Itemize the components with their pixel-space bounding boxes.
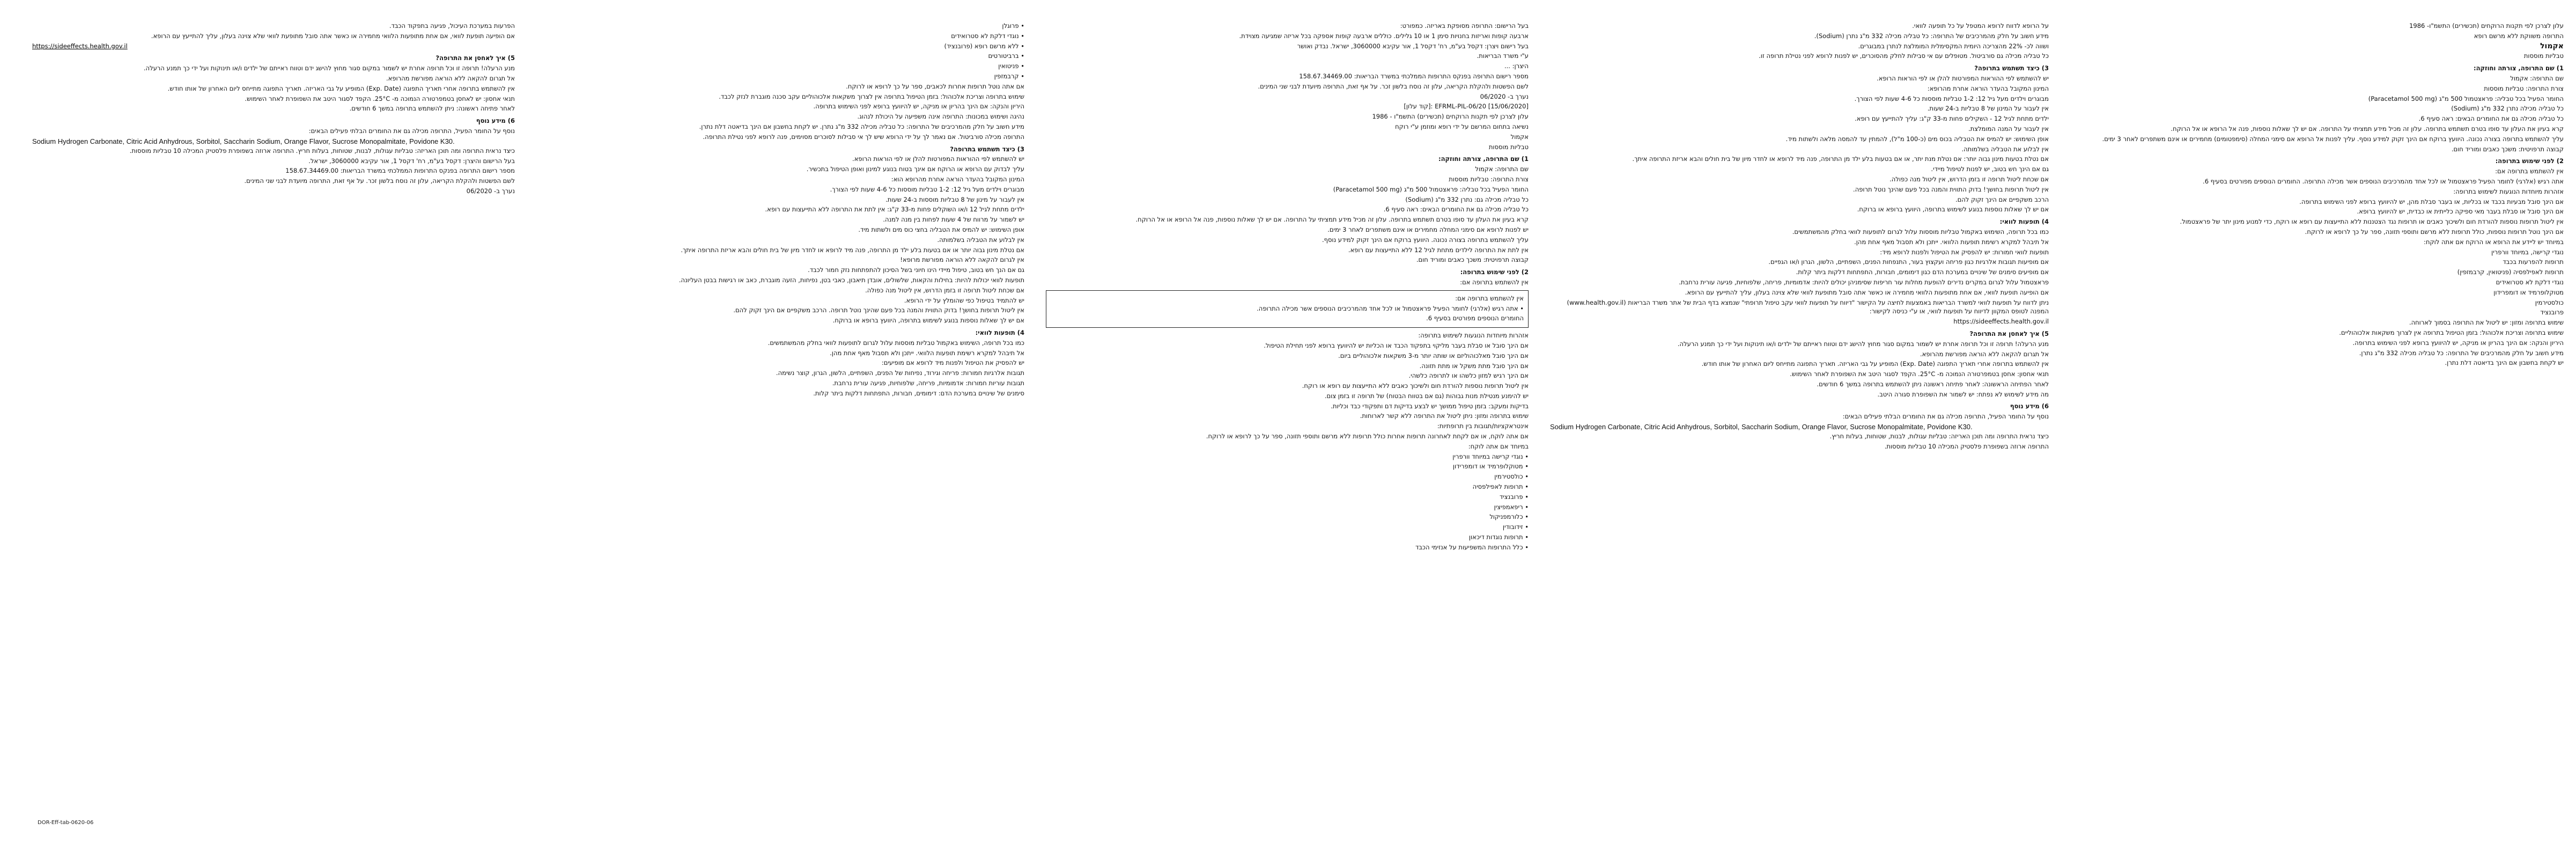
paragraph: אם אתה לוקח, או אם לקחת לאחרונה תרופות אחרות כולל תרופות ללא מרשם ותוספי תזונה, ספר על כך לרופא או לרוקח. [1206, 432, 1529, 440]
page-2-after [1550, 432, 2049, 451]
paragraph: • תרופות נוגדות דיכאון [1468, 533, 1529, 541]
paragraph: בדיקות ומעקב: בזמן טיפול ממושך יש לבצע בדיקות דם ותפקודי כבד וכליות. [1331, 402, 1529, 410]
page-4-paras [536, 21, 1024, 142]
paragraph: שימוש בתרופה וצריכת אלכוהול: בזמן הטיפול בתרופה אין לצרוך משקאות אלכוהוליים. [2339, 328, 2564, 336]
paragraph: אין ליטול תרופות בחושך! בדוק התווית והמנה בכל פעם שהינך נוטל תרופה. הרכב משקפיים אם הינך זקוק להם. [733, 306, 1024, 314]
paragraph: נוגדי קרישה, במיוחד וורפרין [2491, 248, 2564, 256]
paragraph: אם הינך סובל מתת משקל או מתת תזונה. [1419, 362, 1529, 370]
section-title: 4) תופעות לוואי: [1999, 218, 2049, 226]
paragraph: נהיגה ושימוש במכונות: התרופה אינה משפיעה על היכולת לנהוג. [857, 113, 1024, 121]
paragraph: החומר הפעיל בכל טבליה: פראצטמול 500 מ"ג (Paracetamol 500 mg) [1333, 185, 1529, 193]
paragraph: אין לעבור על מינון של 8 טבליות מוססות ב-24 שעות. [885, 195, 1024, 203]
paragraph: היריון והנקה: אם הינך בהריון או מניקה, יש להיוועץ ברופא לפני השימוש בתרופה. [2352, 339, 2564, 347]
paragraph: • זידובודין [1502, 523, 1529, 531]
paragraph: אם נטלת בטעות מינון גבוה יותר: אם נטלת מנת יתר, או אם בטעות בלע ילד מן התרופה, פנה מיד לרופא או לחדר מיון של בית חולים והבא אריזת התרופה איתך. [1632, 155, 2049, 163]
page-5-sections [32, 21, 515, 136]
paragraph: על הרופא לדווח לרופא המטפל על כל תופעה לוואי. [1912, 22, 2049, 30]
paragraph: • נוגדי קרישה במיוחד וורפרין [1452, 452, 1529, 460]
paragraph: אין לעבור על המינון של 8 טבליות ב-24 שעות. [1927, 105, 2049, 113]
paragraph: מספר רישום התרופה בפנקס התרופות הממלכתי במשרד הבריאות: 158.67.34469.00 [285, 167, 515, 175]
paragraph: • כלל התרופות המשפיעות על אנזימי הכבד [1415, 543, 1529, 551]
paragraph: • פרוגלן [1002, 22, 1024, 30]
paragraph: לאחר הפתיחה הראשונה: לאחר פתיחה ראשונה ניתן להשתמש בתרופה במשך 6 חודשים. [1817, 380, 2049, 388]
paragraph: בעל הרישום והיצרן: דקסל בע"מ, רח' דקסל 1, אור עקיבא 3060000, ישראל. [308, 157, 515, 165]
paragraph: עלון לצרכן לפי תקנות הרוקחים (תכשירים) התשמ"ו - 1986 [1372, 113, 1529, 121]
paragraph: קבוצה תרפויטית: משכך כאבים ומוריד חום. [2451, 145, 2564, 153]
paragraph: אם הינך סובל או סבלת בעבר מאי ספיקה כלייתית או כבדית, יש להיוועץ ברופא. [2357, 208, 2564, 216]
leaflet-header-line: עלון לצרכן לפי תקנות הרוקחים (תכשירים) התשמ"ו- 1986 [2409, 22, 2564, 30]
paragraph: המינון המקובל בהעדר הוראה אחרת מהרופא הוא: [891, 175, 1024, 183]
paragraph: המינון המקובל בהעדר הוראה אחרת מהרופא: [1927, 84, 2049, 92]
paragraph: יש לפנות לרופא אם סימני המחלה מחמירים או אינם משתפרים לאחר 3 ימים. [1327, 225, 1529, 233]
box-line: • אתה רגיש (אלרגי) לחומר הפעיל פראצטמול או לכל אחד מהמרכיבים הנוספים אשר מכילה התרופה. [1257, 304, 1524, 312]
paragraph: תופעות לוואי יכולות להיות: בחילות והקאות, שלשולים, אובדן תיאבון, כאבי בטן, נפיחות, הזעה מוגברת, כאב או רגישות בבטן העליונה. [678, 276, 1024, 284]
paragraph: עליך להשתמש בתרופה בצורה נכונה. היוועץ ברוקח אם הינך זקוק למידע נוסף. עליך לפנות אל הרופא אם סימני המחלה (סימפטומים) מחמירים או אינם משתפרים לאחר 3 ימים. [2102, 135, 2564, 143]
paragraph: שימוש בתרופה ומזון: ניתן ליטול את התרופה ללא קשר לארוחות. [1360, 412, 1529, 420]
paragraph: אין להשתמש בתרופה אם: [2495, 167, 2564, 175]
paragraph: תנאי אחסון: אחסן בטמפרטורה הנמוכה מ- 25°C. הקפד לסגור היטב את השפופרת לאחר השימוש. [1790, 370, 2049, 378]
paragraph: התרופה ארוזה בשפופרת פלסטיק המכילה 10 טבליות מוססות. [1884, 442, 2049, 450]
footer-code: DOR-Eff-tab-0620-06 [38, 820, 94, 826]
section-title: 3) כיצד תשתמש בתרופה? [1974, 64, 2049, 72]
section-title: 6) מידע נוסף [476, 117, 515, 125]
paragraph: כיצד נראית התרופה ומה תוכן האריזה: טבליות עגולות, לבנות, שטוחות, בעלות חריץ. התרופה ארוזה בשפופרת פלסטיק המכילה 10 טבליות מוססות. [129, 146, 515, 155]
paragraph: כיצד נראית התרופה ומה תוכן האריזה: טבליות עגולות, לבנות, שטוחות, בעלות חריץ. [1829, 432, 2049, 440]
paragraph: • תרופות לאפילפסיה [1472, 483, 1529, 491]
paragraph: החומר הפעיל בכל טבליה: פראצטמול 500 מ"ג (Paracetamol 500 mg) [2368, 94, 2564, 102]
paragraph: קרא בעיון את העלון עד סופו בטרם תשתמש בתרופה. עלון זה מכיל מידע תמציתי על התרופה. אם יש לך שאלות נוספות, פנה אל הרופא או אל הרוקח. [2171, 124, 2564, 133]
box-line: החומרים הנוספים מפורטים בסעיף 6. [1426, 314, 1524, 322]
paragraph: מידע חשוב על חלק מהמרכיבים של התרופה: כל טבליה מכילה 332 מ"ג נתרן. יש לקחת בחשבון אם הינך בדיאטה דלת נתרן. [699, 122, 1024, 130]
paragraph: עליך לבדוק עם הרופא או הרוקח אם אינך בטוח בנוגע למינון ואופן הטיפול בתכשיר. [806, 165, 1024, 173]
paragraph: אם הופיעה תופעת לוואי, אם אחת מתופעות הלוואי מחמירה או כאשר אתה סובל מתופעת לוואי שלא צוינה בעלון, עליך להתייעץ עם הרופא. [151, 32, 515, 40]
section-title: 5) איך לאחסן את התרופה? [436, 54, 515, 62]
paragraph: • נוגדי דלקת לא סטרואידים [951, 32, 1024, 40]
paragraph: אין לגרום להקאה ללא הוראה מפורשת מרופא! [900, 256, 1024, 264]
paragraph: צורת התרופה: טבליות מוססות [1449, 175, 1529, 183]
section-title: 4) תופעות לוואי: [975, 328, 1024, 336]
section-title: 1) שם התרופה, צורתה וחוזקה: [1438, 155, 1529, 163]
paragraph: אם הינך סובל מבעיות בכבד או בכליות, או בעבר סבלת מהן, יש להיוועץ ברופא לפני השימוש בתרופה. [2299, 197, 2564, 205]
paragraph: נוסף על החומר הפעיל, התרופה מכילה גם את החומרים הבלתי פעילים הבאים: [308, 127, 515, 135]
paragraph: אל תגרום להקאה ללא הוראה מפורשת מהרופא. [1920, 350, 2049, 358]
paragraph: היצרן: ... [1504, 62, 1529, 70]
paragraph: כל טבליה מכילה גם: נתרן 332 מ"ג (Sodium) [1405, 195, 1529, 203]
paragraph: https://sideeffects.health.gov.il [1953, 318, 2049, 326]
paragraph: התרופה מכילה סורביטול. אם נאמר לך על ידי הרופא שיש לך אי סבילות לסוכרים מסוימים, פנה לרופא לפני נטילת התרופה. [703, 133, 1024, 141]
paragraph: כל טבליה מכילה גם את החומרים הבאים: ראה סעיף 6. [1383, 205, 1529, 214]
paragraph: ילדים מתחת לגיל 12 ו/או השוקלים פחות מ-33 ק"ג: אין לתת את התרופה ללא התייעצות עם רופא. [765, 205, 1024, 214]
paragraph: תרופות לאפילפסיה (פניטואין, קרבמזפין) [2457, 268, 2564, 276]
paragraph: לאחר פתיחה ראשונה: ניתן להשתמש בתרופה במשך 6 חודשים. [349, 105, 515, 113]
paragraph: אם יש לך שאלות נוספות בנוגע לשימוש בתרופה, היוועץ ברופא או ברוקח. [832, 317, 1024, 325]
paragraph: אם הינך סובל מאלכוהוליזם או שותה יותר מ-3 משקאות אלכוהוליים ביום. [1338, 351, 1529, 359]
paragraph: מנע הרעלה! תרופה זו וכל תרופה אחרת יש לשמור במקום סגור מחוץ להישג ידם וטווח ראייתם של ילדים ו/או תינוקות ועל ידי כך תמנע הרעלה. [143, 64, 515, 72]
paragraph: אתה רגיש (אלרגי) לחומר הפעיל פראצטמול או לכל אחד מהמרכיבים הנוספים אשר מכילה התרופה. החומרים הנוספים מפורטים בסעיף 6. [2203, 177, 2564, 185]
paragraph: ע"י משרד הבריאות. [1477, 52, 1529, 60]
paragraph: אין לבלוע את הטבליה בשלמותה. [937, 236, 1024, 244]
paragraph: יש לשמור על מרווח של 4 שעות לפחות בין מנה למנה. [883, 216, 1024, 224]
paragraph: במיוחד אם אתה לוקח: [1468, 442, 1529, 450]
paragraph: אופן השימוש: יש להמיס את הטבליה בחצי כוס מים ולשתות מיד. [858, 225, 1024, 233]
paragraph: אין ליטול תרופות בחושך! בדוק התווית והמנה בכל פעם שהינך נוטל תרופה. [1853, 185, 2049, 193]
paragraph: • קרבמזפין [994, 72, 1024, 80]
paragraph: אם יש לך שאלות נוספות בנוגע לשימוש בתרופה, היוועץ ברופא או ברוקח. [1857, 205, 2049, 214]
paragraph: עליך להשתמש בתרופה בצורה נכונה. היוועץ ברוקח אם הינך זקוק למידע נוסף. [1322, 236, 1529, 244]
page-3-after [1046, 331, 1529, 552]
paragraph: כולסטירמין [2535, 298, 2564, 306]
paragraph: כל טבליה מכילה גם סורביטול. מטופלים עם אי סבילות לחלק מהסוכרים, יש לפנות לרופא לפני נטילת תרופה זו. [1759, 52, 2049, 60]
section-title: 1) שם התרופה, צורתה וחוזקה: [2474, 64, 2564, 72]
paragraph: שימוש בתרופה וצריכת אלכוהול: בזמן הטיפול בתרופה אין לצרוך משקאות אלכוהוליים עקב סכנה מוגברת לנזק לכבד. [719, 92, 1024, 100]
page-4 [536, 21, 1024, 826]
paragraph: אין לבלוע את הטבליה בשלמותה. [1961, 145, 2049, 153]
paragraph: תנאי אחסון: יש לאחסן בטמפרטורה הנמוכה מ- 25°C. הקפד לסגור היטב את השפופרת לאחר השימוש. [245, 94, 515, 102]
paragraph: טבליות מוססות [1488, 143, 1529, 151]
paragraph: גם אם הנך חש בטוב, טיפול מיידי הינו חיוני בשל הסיכון להתפתחות נזק חמור לכבד. [808, 266, 1024, 274]
paragraph: כמו בכל תרופה, השימוש באקמול טבליות מוססות עלול לגרום לתופעות לוואי בחלק מהמשתמשים. [1792, 227, 2049, 236]
paragraph: שם התרופה: אקמול [1475, 165, 1529, 173]
paragraph: [15/06/2020] EFRML-PIL-06/20 :[קוד עלון] [1404, 102, 1529, 111]
paragraph: אזהרות מיוחדות הנוגעות לשימוש בתרופה: [2453, 187, 2564, 195]
paragraph: מבוגרים וילדים מעל גיל 12: 1-2 טבליות מוססות כל 4-6 שעות לפי הצורך. [830, 185, 1024, 193]
page-3 [1046, 21, 1529, 826]
page-5-after [32, 146, 515, 196]
paragraph: נוסף על החומר הפעיל, התרופה מכילה גם את החומרים הבלתי פעילים הבאים: [1842, 413, 2049, 421]
page-3-sections [1046, 21, 1529, 287]
paragraph: תרופות להפרעות בכבד [2503, 258, 2564, 266]
paragraph: כמו בכל תרופה, השימוש באקמול טבליות מוססות עלול לגרום לתופעות לוואי בחלק מהמשתמשים. [767, 339, 1024, 347]
page-3-contraindication-box [1046, 290, 1529, 328]
paragraph: מטוקלופרמיד או דומפרידון [2493, 288, 2564, 296]
paragraph: אין להשתמש בתרופה אם: [1460, 278, 1529, 286]
section-title: 2) לפני שימוש בתרופה: [2495, 157, 2564, 165]
paragraph: לשם הפשטות ולהקלת הקריאה, עלון זה נוסח בלשון זכר. על אף זאת, התרופה מיועדת לבני שני המינים. [244, 177, 515, 185]
paragraph: תגובות עוריות חמורות: אדמומיות, פריחה, שלפוחיות, פגיעה עורית נרחבת. [832, 379, 1024, 387]
page-5 [32, 21, 515, 826]
paragraph: אם הופיעה תופעת לוואי, אם אחת מתופעות הלוואי מחמירה או כאשר אתה סובל מתופעת לוואי שלא צוינה בעלון, עליך להתייעץ עם הרופא. [1685, 288, 2049, 296]
paragraph: אופן השימוש: יש להמיס את הטבליה בכוס מים (כ-100 מ"ל), להמתין עד להמסה מלאה ולשתות מיד. [1785, 135, 2049, 143]
paragraph: יש להפסיק את הטיפול ולפנות מיד לרופא אם מופיעים: [881, 359, 1024, 367]
drug-name: אקמול [2540, 41, 2564, 50]
paragraph: אקמול [1510, 133, 1529, 141]
paragraph: אין לעבור על המנה המומלצת. [1968, 124, 2049, 133]
paragraph: נערך ב- 06/2020 [1480, 92, 1529, 100]
paragraph: יש לקחת בחשבון אם הינך בדיאטה דלת נתרן. [2445, 359, 2564, 367]
section-title: 2) לפני שימוש בתרופה: [1460, 268, 1529, 276]
paragraph: קרא בעיון את העלון עד סופו בטרם תשתמש בתרופה. עלון זה מכיל מידע תמציתי על התרופה. אם יש לך שאלות נוספות, פנה אל הרופא או אל הרוקח. [1135, 216, 1529, 224]
paragraph: היריון והנקה: אם הינך בהריון או מניקה, יש להיוועץ ברופא לפני השימוש בתרופה. [813, 102, 1024, 111]
paragraph: • ללא מרשם רופא (פרובנציד) [944, 42, 1024, 50]
box-line: אין להשתמש בתרופה אם: [1455, 294, 1524, 302]
paragraph: אם הינך רגיש למזון כלשהו או לתרופה כלשהי. [1408, 372, 1529, 380]
page-1-header [2076, 21, 2564, 61]
page-4-sections [536, 145, 1024, 398]
page-2 [1550, 21, 2049, 826]
paragraph: גם אם הינך חש בטוב, יש לפנות לטיפול מיידי. [1931, 165, 2049, 173]
paragraph: מה מידע לשימוש לא נפתח: יש לשמור את השפופרת סגורה היטב. [1877, 390, 2049, 398]
section-title: 3) כיצד תשתמש בתרופה? [950, 145, 1024, 153]
paragraph: נוגדי דלקת לא סטרואידים [2496, 278, 2564, 286]
page-5-ingredients: Sodium Hydrogen Carbonate, Citric Acid Anhydrous, Sorbitol, Saccharin Sodium, Orange Flavor, Sucrose Monopalmitate, Povidone K30. [32, 137, 455, 145]
paragraph: אינטראקציות/תגובות בין תרופתיות: [1437, 422, 1529, 430]
paragraph: ושווה לכ- 22% מהצריכה היומית המקסימלית המומלצת לנתרן במבוגרים. [1858, 42, 2049, 50]
paragraph: מידע חשוב על חלק מהמרכיבים של התרופה: כל טבליה מכילה 332 מ"ג נתרן. [2359, 349, 2564, 357]
paragraph: במיוחד יש ליידע את הרופא או הרוקח אם אתה לוקח: [2424, 238, 2564, 246]
paragraph: לשם הפשטות ולהקלת הקריאה, עלון זה נוסח בלשון זכר. על אף זאת, התרופה מיועדת לבני שני המינים. [1258, 82, 1529, 90]
paragraph: ניתן לדווח על תופעות לוואי למשרד הבריאות באמצעות לחיצה על הקישור "דיווח על תופעות לוואי עקב טיפול תרופתי" שנמצא בדף הבית של אתר משרד הבריאות (www.health.gov.il) המפנה לטופס המקוון לדיווח על תופעות לוואי, או ע"י כניסה לקישור: [1567, 298, 2049, 315]
paragraph: נערך ב- 06/2020 [466, 187, 515, 195]
paragraph: אם הינך נוטל תרופות נוספות, כולל תרופות ללא מרשם ותוספי תזונה, ספר על כך לרופא או לרוקח. [2305, 227, 2564, 236]
page-1 [2076, 21, 2564, 826]
paragraph: • מטוקלופרמיד או דומפרידון [1452, 462, 1529, 471]
paragraph: • כולסטירמין [1494, 473, 1529, 481]
section-title: 6) מידע נוסף [2010, 402, 2049, 410]
paragraph: יש להתמיד בטיפול כפי שהומלץ על ידי הרופא. [904, 296, 1024, 304]
paragraph: אל תגרום להקאה ללא הוראה מפורשת מהרופא. [386, 74, 515, 82]
paragraph: פרובנציד [2540, 308, 2564, 317]
paragraph: • פרובנציד [1499, 493, 1529, 501]
paragraph: אל תיבהל למקרא רשימת תופעות הלוואי. ייתכן ולא תסבול מאף אחת מהן. [1854, 238, 2049, 246]
paragraph: הפרעות במערכת העיכול, פגיעה בתפקוד הכבד. [389, 22, 515, 30]
paragraph: נשיאה בתחום המרשם על ידי רופא ומוזמן ע"י רוקח [1395, 122, 1529, 130]
paragraph: כל טבליה מכילה גם את החומרים הבאים: ראה סעיף 6. [2418, 115, 2564, 123]
paragraph: מידע חשוב על חלק מהמרכיבים של התרופה: כל טבליה מכילה 332 מ"ג נתרן (Sodium). [1814, 32, 2049, 40]
paragraph: סימנים של שינויים במערכת הדם: דימומים, חבורות, התפתחות דלקות ביתר קלות. [813, 389, 1024, 397]
page-2-ingredients: Sodium Hydrogen Carbonate, Citric Acid Anhydrous, Sorbitol, Saccharin Sodium, Orange Flavor, Sucrose Monopalmitate, Povidone K30. [1550, 423, 1973, 431]
leaflet-header-line: התרופה משווקת ללא מרשם רופא [2474, 32, 2564, 40]
paragraph: יש להשתמש לפי ההוראות המפורטות להלן או לפי הוראות הרופא. [1877, 74, 2049, 82]
paragraph: • ריפאמפיצין [1494, 503, 1529, 511]
paragraph: אין ליטול תרופות נוספות להורדת חום ולשיכוך כאבים ללא התייעצות עם רופא או רוקח. [1302, 382, 1529, 390]
paragraph: אם מופיעים סימנים של שינויים במערכת הדם כגון דימומים, חבורות, התפתחות דלקות ביתר קלות. [1796, 268, 2049, 276]
sideeffects-link[interactable]: https://sideeffects.health.gov.il [32, 42, 128, 50]
drug-name: טבליות מוססות [2523, 52, 2564, 60]
paragraph: תופעות לוואי חמורות: יש להפסיק את הטיפול ולפנות לרופא מיד: [1880, 248, 2049, 256]
paragraph: אין ליטול תרופות נוספות להורדת חום ולשיכוך כאבים או תרופות נגד הצטננות ללא התייעצות עם רופא או רוקח, כדי למנוע מינון יתר של פראצטמול. [2180, 218, 2564, 226]
page-2-sections [1550, 21, 2049, 421]
paragraph: כל טבליה מכילה נתרן 332 מ"ג (Sodium) [2451, 105, 2564, 113]
page-1-sections [2076, 64, 2564, 368]
paragraph: יש להימנע מנטילת מנות גבוהות (גם אם בטווח הבטוח) של תרופה זו בזמן צום. [1324, 392, 1529, 400]
paragraph: אזהרות מיוחדות הנוגעות לשימוש בתרופה: [1418, 332, 1529, 340]
paragraph: אם נטלת מינון גבוה יותר או אם בטעות בלע ילד מן התרופה, פנה מיד לרופא או לחדר מיון של בית חולים והבא אריזת התרופה איתך. [681, 246, 1024, 254]
paragraph: מבוגרים וילדים מעל גיל 12: 1-2 טבליות מוססות כל 4-6 שעות לפי הצורך. [1854, 94, 2049, 102]
section-title: 5) איך לאחסן את התרופה? [1969, 329, 2049, 337]
paragraph: אם מופיעות תגובות אלרגיות כגון פריחה ועקצוץ בעור, התנפחות הפנים, השפתיים, הלשון, הגרון ו/או הגפיים. [1768, 258, 2049, 266]
paragraph: אם שכחת ליטול תרופה זו בזמן הדרוש, אין ליטול מנה כפולה. [865, 286, 1024, 294]
paragraph: קבוצה תרפויטית: משכך כאבים ומוריד חום. [1416, 256, 1529, 264]
paragraph: מספר רישום התרופה בפנקס התרופות הממלכתי במשרד הבריאות: 158.67.34469.00 [1299, 72, 1529, 80]
paragraph: יש להשתמש לפי ההוראות המפורטות להלן או לפי הוראות הרופא. [852, 155, 1024, 163]
paragraph: פראצטמול עלול לגרום במקרים נדירים להופעת מחלות עור חריפות שסימניהן יכולים להיות: אדמומיות, פריחה, שלפוחיות, פגיעה עורית נרחבת. [1679, 278, 2049, 286]
paragraph: • פניטואין [998, 62, 1024, 70]
paragraph: הרכב משקפיים אם הינך זקוק להם. [1955, 195, 2049, 203]
paragraph: אם אתה נוטל תרופות אחרות לכאבים, ספר על כך לרופא או לרוקח. [846, 82, 1024, 90]
paragraph: שם התרופה: אקמול [2510, 74, 2564, 82]
paragraph: אין לתת את התרופה לילדים מתחת לגיל 12 ללא התייעצות עם רופא. [1348, 246, 1529, 254]
paragraph: • כלורמפניקול [1489, 513, 1529, 521]
paragraph: • ברביטורטים [988, 52, 1024, 60]
paragraph: בעל הרישום: התרופה מסופקת באריזה. כמפורט: [1400, 22, 1529, 30]
paragraph: תגובות אלרגיות חמורות: פריחה וגירוד, נפיחות של הפנים, השפתיים, הלשון, הגרון, קוצר נשימה. [776, 369, 1024, 377]
paragraph: אם שכחת ליטול תרופה זו בזמן הדרוש, אין ליטול מנה כפולה. [1889, 175, 2049, 183]
paragraph: אין להשתמש בתרופה אחרי תאריך התפוגה (Exp. Date) המופיע על גבי האריזה. תאריך התפוגה מתייחס ליום האחרון של אותו חודש. [1701, 360, 2049, 368]
paragraph: ילדים מתחת לגיל 12 - השקילים פחות מ-33 ק"ג: עליך להתייעץ עם רופא. [1855, 115, 2049, 123]
paragraph: אל תיבהל למקרא רשימת תופעות הלוואי. ייתכן ולא תסבול מאף אחת מהן. [830, 349, 1024, 357]
paragraph: בעל רישום ויצרן: דקסל בע"מ, רח' דקסל 1, אור עקיבא 3060000, ישראל. נבדק ואושר [1297, 42, 1529, 50]
paragraph: אם הינך סובל או סבלת בעבר מליקוי בתפקוד הכבד או הכליות יש להיוועץ ברופא לפני תחילת הטיפול. [1264, 341, 1529, 349]
paragraph: ארבעה קופות ואריזות בחנויות סימן 1 או 10 גלילים. כוללים ארבעה קופות אספקה בכל אריזה שמגיעה מצוידת. [1239, 32, 1529, 40]
paragraph: שימוש בתרופה ומזון: יש ליטול את התרופה בסמוך לארוחה. [2409, 319, 2564, 327]
paragraph: מנע הרעלה! תרופה זו וכל תרופה אחרת יש לשמור במקום סגור מחוץ להישג ידם וטווח ראייתם של ילדים ו/או תינוקות ועל ידי כך תמנע הרעלה. [1677, 340, 2049, 348]
paragraph: צורת התרופה: טבליות מוססות [2484, 84, 2564, 92]
paragraph: אין להשתמש בתרופה אחרי תאריך התפוגה (Exp. Date) המופיע על גבי האריזה. תאריך התפוגה מתייחס ליום האחרון של אותו חודש. [167, 84, 515, 92]
